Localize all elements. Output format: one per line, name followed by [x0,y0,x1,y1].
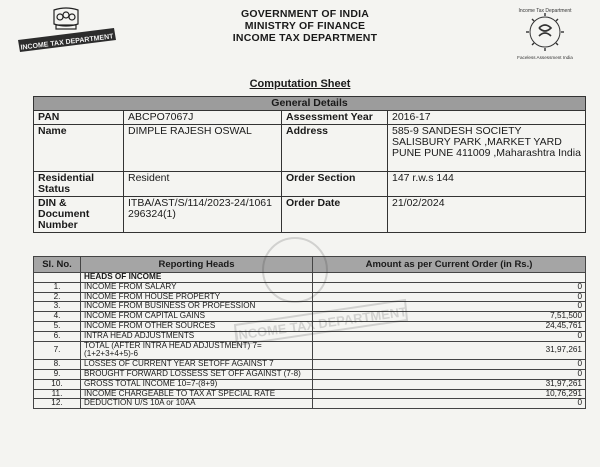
faceless-assessment-logo-icon [502,4,588,62]
general-row-pan [34,111,586,125]
table-row [34,321,586,331]
assessment-year-value: 2016-17 [388,111,586,125]
document-header [0,0,600,70]
section-sl [34,273,81,283]
address-value: 585-9 SANDESH SOCIETY SALISBURY PARK ,MARKET YARD PUNE PUNE 411009 ,Maharashtra India [388,125,586,172]
sheet-title: Computation Sheet [249,78,351,90]
order-date-value: 21/02/2024 [388,197,586,233]
row-sl-no: 5. [34,321,81,331]
row-reporting-head: TOTAL (AFTER INTRA HEAD ADJUSTMENT) 7=(1+2+3+4+5)-6 [81,341,313,360]
row-amount: 10,76,291 [313,389,586,399]
row-reporting-head: INCOME FROM OTHER SOURCES [81,321,313,331]
table-row [34,379,586,389]
row-amount: 0 [313,369,586,379]
gov-line-3: INCOME TAX DEPARTMENT [232,32,378,44]
row-sl-no: 11. [34,389,81,399]
general-row-din [34,197,586,233]
row-sl-no: 10. [34,379,81,389]
emblem-ribbon-text: INCOME TAX DEPARTMENT [20,33,114,52]
right-logo-top-text: Income Tax Department [518,8,572,14]
row-amount: 31,97,261 [313,379,586,389]
residential-status-value: Resident [124,172,282,197]
row-reporting-head: INTRA HEAD ADJUSTMENTS [81,331,313,341]
reporting-heads-header: Reporting Heads [81,257,313,273]
table-row [34,369,586,379]
row-reporting-head: INCOME FROM CAPITAL GAINS [81,312,313,322]
row-sl-no: 4. [34,312,81,322]
assessment-year-label: Assessment Year [282,111,388,125]
general-row-status [34,172,586,197]
order-date-label: Order Date [282,197,388,233]
din-label: DIN & Document Number [34,197,124,233]
row-reporting-head: INCOME FROM BUSINESS OR PROFESSION [81,302,313,312]
row-reporting-head: GROSS TOTAL INCOME 10=7-(8+9) [81,379,313,389]
gov-line-2: MINISTRY OF FINANCE [244,20,366,32]
row-amount: 31,97,261 [313,341,586,360]
stamp-text: INCOME TAX DEPARTMENT [233,303,408,344]
table-row [34,360,586,370]
table-row [34,312,586,322]
order-section-label: Order Section [282,172,388,197]
row-reporting-head: DEDUCTION U/S 10A or 10AA [81,399,313,409]
row-amount: 0 [313,282,586,292]
gov-line-1: GOVERNMENT OF INDIA [240,8,370,20]
general-details-table [33,96,586,233]
row-sl-no: 9. [34,369,81,379]
row-sl-no: 3. [34,302,81,312]
din-value: ITBA/AST/S/114/2023-24/1061296324(1) [124,197,282,233]
general-details-band [34,97,586,111]
section-amount [313,273,586,283]
sl-no-header: Sl. No. [34,257,81,273]
table-row [34,331,586,341]
row-sl-no: 6. [34,331,81,341]
general-details-heading: General Details [34,97,586,111]
row-reporting-head: INCOME FROM HOUSE PROPERTY [81,292,313,302]
row-amount: 0 [313,360,586,370]
table-row [34,399,586,409]
pan-label: PAN [34,111,124,125]
row-amount: 7,51,500 [313,312,586,322]
table-row [34,282,586,292]
general-row-name [34,125,586,172]
row-reporting-head: INCOME FROM SALARY [81,282,313,292]
table-row [34,341,586,360]
right-logo-bottom-text: Faceless Assessment India [517,55,573,60]
residential-status-label: Residential Status [34,172,124,197]
government-title [170,8,440,44]
row-amount: 0 [313,331,586,341]
computation-table [33,256,586,409]
pan-value: ABCPO7067J [124,111,282,125]
order-section-value: 147 r.w.s 144 [388,172,586,197]
name-label: Name [34,125,124,172]
emblem-logo-icon [12,6,120,58]
heads-of-income-label: HEADS OF INCOME [81,273,313,283]
section-row [34,273,586,283]
row-sl-no: 12. [34,399,81,409]
row-amount: 0 [313,292,586,302]
row-sl-no: 8. [34,360,81,370]
name-value: DIMPLE RAJESH OSWAL [124,125,282,172]
row-reporting-head: INCOME CHARGEABLE TO TAX AT SPECIAL RATE [81,389,313,399]
row-amount: 24,45,761 [313,321,586,331]
row-reporting-head: BROUGHT FORWARD LOSSESS SET OFF AGAINST (7-8) [81,369,313,379]
address-label: Address [282,125,388,172]
row-amount: 0 [313,302,586,312]
row-reporting-head: LOSSES OF CURRENT YEAR SETOFF AGAINST 7 [81,360,313,370]
row-amount: 0 [313,399,586,409]
row-sl-no: 1. [34,282,81,292]
row-sl-no: 2. [34,292,81,302]
row-sl-no: 7. [34,341,81,360]
computation-header-row [34,257,586,273]
amount-header: Amount as per Current Order (in Rs.) [313,257,586,273]
